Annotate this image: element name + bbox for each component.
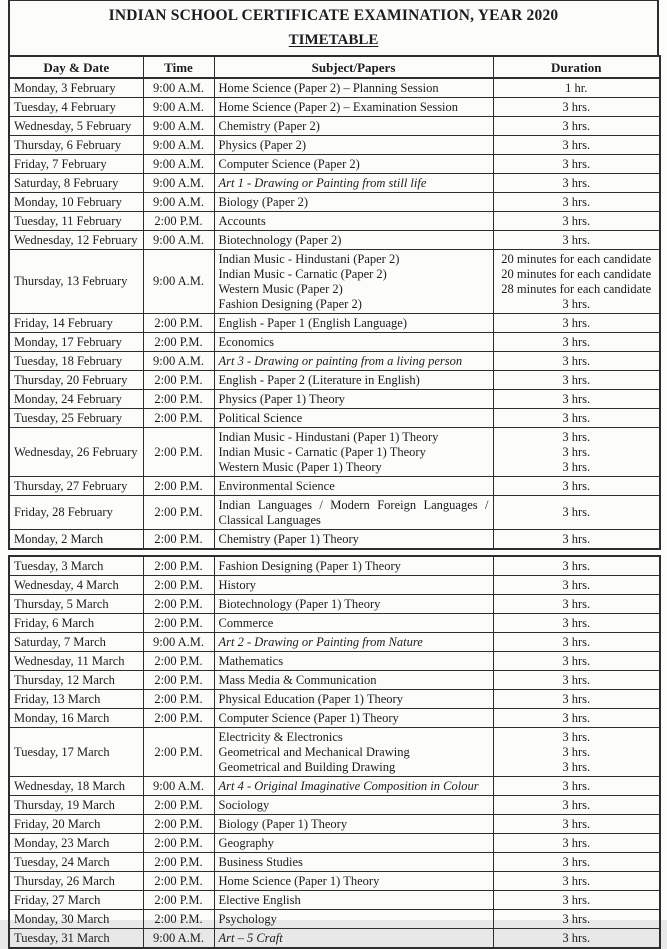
table-row	[9, 390, 660, 409]
duration-cell: 3 hrs.	[493, 777, 660, 796]
date-cell: Monday, 2 March	[9, 530, 143, 550]
subject-cell: Business Studies	[214, 853, 493, 872]
time-cell: 2:00 P.M.	[143, 671, 214, 690]
subject-cell: Home Science (Paper 2) – Planning Session	[214, 78, 493, 98]
duration-cell: 3 hrs.	[493, 117, 660, 136]
document-header	[8, 0, 659, 55]
table-row	[9, 853, 660, 872]
table-row	[9, 174, 660, 193]
table-row	[9, 477, 660, 496]
date-cell: Wednesday, 26 February	[9, 428, 143, 477]
time-cell: 2:00 P.M.	[143, 371, 214, 390]
duration-cell: 3 hrs.	[493, 910, 660, 929]
date-cell: Friday, 6 March	[9, 614, 143, 633]
duration-cell: 3 hrs.	[493, 477, 660, 496]
date-cell: Monday, 3 February	[9, 78, 143, 98]
table-row	[9, 929, 660, 949]
duration-cell: 3 hrs.	[493, 834, 660, 853]
time-cell: 2:00 P.M.	[143, 690, 214, 709]
date-cell: Friday, 13 March	[9, 690, 143, 709]
duration-cell: 3 hrs.	[493, 409, 660, 428]
date-cell: Monday, 30 March	[9, 910, 143, 929]
duration-cell: 3 hrs.	[493, 333, 660, 352]
time-cell: 9:00 A.M.	[143, 136, 214, 155]
duration-cell: 3 hrs.	[493, 314, 660, 333]
date-cell: Tuesday, 31 March	[9, 929, 143, 949]
col-header-subject-papers: Subject/Papers	[214, 56, 493, 78]
subject-cell: Art 1 - Drawing or Painting from still life	[214, 174, 493, 193]
time-cell: 2:00 P.M.	[143, 530, 214, 550]
duration-cell: 3 hrs.	[493, 576, 660, 595]
table-row	[9, 409, 660, 428]
date-cell: Tuesday, 18 February	[9, 352, 143, 371]
date-cell: Thursday, 20 February	[9, 371, 143, 390]
subject-cell: Elective English	[214, 891, 493, 910]
time-cell: 9:00 A.M.	[143, 174, 214, 193]
date-cell: Tuesday, 24 March	[9, 853, 143, 872]
timetable-block-2	[8, 555, 661, 949]
header-row	[9, 56, 660, 78]
document-title: INDIAN SCHOOL CERTIFICATE EXAMINATION, YEAR 2020	[108, 7, 559, 24]
subject-cell: Biology (Paper 1) Theory	[214, 815, 493, 834]
table-row	[9, 872, 660, 891]
table-row	[9, 910, 660, 929]
time-cell: 2:00 P.M.	[143, 872, 214, 891]
subject-cell: Chemistry (Paper 1) Theory	[214, 530, 493, 550]
subject-cell: Political Science	[214, 409, 493, 428]
duration-cell: 3 hrs.	[493, 98, 660, 117]
time-cell: 2:00 P.M.	[143, 556, 214, 576]
subject-cell: Biology (Paper 2)	[214, 193, 493, 212]
duration-cell: 3 hrs.	[493, 155, 660, 174]
time-cell: 2:00 P.M.	[143, 477, 214, 496]
duration-cell: 3 hrs.	[493, 193, 660, 212]
time-cell: 2:00 P.M.	[143, 409, 214, 428]
table-row	[9, 250, 660, 314]
subject-cell: History	[214, 576, 493, 595]
duration-cell: 3 hrs.	[493, 136, 660, 155]
date-cell: Monday, 16 March	[9, 709, 143, 728]
date-cell: Thursday, 6 February	[9, 136, 143, 155]
document-subtitle: TIMETABLE	[288, 32, 379, 48]
duration-cell: 3 hrs.	[493, 872, 660, 891]
duration-cell: 3 hrs.	[493, 633, 660, 652]
time-cell: 2:00 P.M.	[143, 815, 214, 834]
time-cell: 9:00 A.M.	[143, 117, 214, 136]
date-cell: Friday, 7 February	[9, 155, 143, 174]
subject-cell: Art 2 - Drawing or Painting from Nature	[214, 633, 493, 652]
duration-cell: 3 hrs.	[493, 231, 660, 250]
date-cell: Thursday, 27 February	[9, 477, 143, 496]
date-cell: Friday, 14 February	[9, 314, 143, 333]
duration-cell: 3 hrs.	[493, 815, 660, 834]
date-cell: Tuesday, 4 February	[9, 98, 143, 117]
time-cell: 2:00 P.M.	[143, 428, 214, 477]
duration-cell: 3 hrs.	[493, 371, 660, 390]
date-cell: Tuesday, 3 March	[9, 556, 143, 576]
time-cell: 2:00 P.M.	[143, 910, 214, 929]
time-cell: 9:00 A.M.	[143, 98, 214, 117]
duration-cell: 3 hrs. 3 hrs. 3 hrs.	[493, 728, 660, 777]
subject-cell: Psychology	[214, 910, 493, 929]
date-cell: Wednesday, 11 March	[9, 652, 143, 671]
date-cell: Friday, 28 February	[9, 496, 143, 530]
subject-cell: Commerce	[214, 614, 493, 633]
duration-cell: 3 hrs.	[493, 614, 660, 633]
table-row	[9, 231, 660, 250]
duration-cell: 3 hrs.	[493, 853, 660, 872]
duration-cell: 3 hrs.	[493, 891, 660, 910]
duration-cell: 3 hrs.	[493, 929, 660, 949]
time-cell: 9:00 A.M.	[143, 193, 214, 212]
subject-cell: Geography	[214, 834, 493, 853]
subject-cell: Environmental Science	[214, 477, 493, 496]
duration-cell: 3 hrs.	[493, 796, 660, 815]
date-cell: Monday, 24 February	[9, 390, 143, 409]
subject-cell: Economics	[214, 333, 493, 352]
table-row	[9, 815, 660, 834]
table-row	[9, 117, 660, 136]
date-cell: Friday, 27 March	[9, 891, 143, 910]
col-header-time: Time	[143, 56, 214, 78]
date-cell: Tuesday, 17 March	[9, 728, 143, 777]
time-cell: 2:00 P.M.	[143, 853, 214, 872]
duration-cell: 3 hrs.	[493, 174, 660, 193]
table-row	[9, 78, 660, 98]
table-row	[9, 155, 660, 174]
subject-cell: Home Science (Paper 2) – Examination Session	[214, 98, 493, 117]
date-cell: Tuesday, 11 February	[9, 212, 143, 231]
duration-cell: 3 hrs.	[493, 595, 660, 614]
table-row	[9, 690, 660, 709]
table-row	[9, 595, 660, 614]
subject-cell: Biotechnology (Paper 1) Theory	[214, 595, 493, 614]
time-cell: 2:00 P.M.	[143, 891, 214, 910]
table-row	[9, 891, 660, 910]
time-cell: 9:00 A.M.	[143, 250, 214, 314]
duration-cell: 3 hrs.	[493, 352, 660, 371]
table-row	[9, 530, 660, 550]
subject-cell: Biotechnology (Paper 2)	[214, 231, 493, 250]
timetable-block-1	[8, 55, 661, 550]
time-cell: 9:00 A.M.	[143, 929, 214, 949]
date-cell: Wednesday, 5 February	[9, 117, 143, 136]
subject-cell: Art 3 - Drawing or painting from a living person	[214, 352, 493, 371]
time-cell: 2:00 P.M.	[143, 333, 214, 352]
subject-cell: Physical Education (Paper 1) Theory	[214, 690, 493, 709]
date-cell: Thursday, 12 March	[9, 671, 143, 690]
time-cell: 9:00 A.M.	[143, 633, 214, 652]
subject-cell: Computer Science (Paper 2)	[214, 155, 493, 174]
time-cell: 2:00 P.M.	[143, 212, 214, 231]
duration-cell: 3 hrs.	[493, 556, 660, 576]
date-cell: Wednesday, 4 March	[9, 576, 143, 595]
date-cell: Monday, 23 March	[9, 834, 143, 853]
subject-cell: Computer Science (Paper 1) Theory	[214, 709, 493, 728]
subject-cell: Art – 5 Craft	[214, 929, 493, 949]
date-cell: Wednesday, 12 February	[9, 231, 143, 250]
date-cell: Thursday, 19 March	[9, 796, 143, 815]
col-header-duration: Duration	[493, 56, 660, 78]
date-cell: Monday, 10 February	[9, 193, 143, 212]
subject-cell: Indian Music - Hindustani (Paper 1) Theory Indian Music - Carnatic (Paper 1) Theory Western Music (Paper 1) Theory	[214, 428, 493, 477]
duration-cell: 3 hrs.	[493, 212, 660, 231]
date-cell: Thursday, 5 March	[9, 595, 143, 614]
table-row	[9, 652, 660, 671]
table-row	[9, 212, 660, 231]
date-cell: Monday, 17 February	[9, 333, 143, 352]
time-cell: 2:00 P.M.	[143, 595, 214, 614]
table-row	[9, 352, 660, 371]
subject-cell: Sociology	[214, 796, 493, 815]
time-cell: 9:00 A.M.	[143, 78, 214, 98]
date-cell: Thursday, 13 February	[9, 250, 143, 314]
subject-cell: Art 4 - Original Imaginative Composition in Colour	[214, 777, 493, 796]
table-row	[9, 633, 660, 652]
table-row	[9, 728, 660, 777]
table-row	[9, 496, 660, 530]
table-row	[9, 614, 660, 633]
subject-cell: Chemistry (Paper 2)	[214, 117, 493, 136]
table-row	[9, 98, 660, 117]
time-cell: 2:00 P.M.	[143, 614, 214, 633]
subject-cell: Fashion Designing (Paper 1) Theory	[214, 556, 493, 576]
date-cell: Wednesday, 18 March	[9, 777, 143, 796]
table-row	[9, 671, 660, 690]
subject-cell: Accounts	[214, 212, 493, 231]
time-cell: 9:00 A.M.	[143, 777, 214, 796]
duration-cell: 3 hrs.	[493, 709, 660, 728]
duration-cell: 3 hrs. 3 hrs. 3 hrs.	[493, 428, 660, 477]
col-header-day-date: Day & Date	[9, 56, 143, 78]
table-row	[9, 777, 660, 796]
time-cell: 2:00 P.M.	[143, 314, 214, 333]
subject-cell: Indian Languages / Modern Foreign Languages / Classical Languages	[214, 496, 493, 530]
duration-cell: 3 hrs.	[493, 390, 660, 409]
table-row	[9, 333, 660, 352]
subject-cell: Electricity & Electronics Geometrical and Mechanical Drawing Geometrical and Building Drawing	[214, 728, 493, 777]
subject-cell: Physics (Paper 2)	[214, 136, 493, 155]
subject-cell: Mathematics	[214, 652, 493, 671]
duration-cell: 20 minutes for each candidate 20 minutes for each candidate 28 minutes for each candidate 3 hrs.	[493, 250, 660, 314]
table-row	[9, 371, 660, 390]
time-cell: 2:00 P.M.	[143, 709, 214, 728]
table-row	[9, 796, 660, 815]
time-cell: 2:00 P.M.	[143, 796, 214, 815]
duration-cell: 3 hrs.	[493, 530, 660, 550]
subject-cell: Mass Media & Communication	[214, 671, 493, 690]
date-cell: Saturday, 8 February	[9, 174, 143, 193]
duration-cell: 3 hrs.	[493, 496, 660, 530]
table-row	[9, 314, 660, 333]
subject-cell: Physics (Paper 1) Theory	[214, 390, 493, 409]
time-cell: 2:00 P.M.	[143, 834, 214, 853]
date-cell: Tuesday, 25 February	[9, 409, 143, 428]
table-row	[9, 576, 660, 595]
date-cell: Saturday, 7 March	[9, 633, 143, 652]
duration-cell: 3 hrs.	[493, 690, 660, 709]
table-row	[9, 709, 660, 728]
duration-cell: 3 hrs.	[493, 671, 660, 690]
subject-cell: English - Paper 2 (Literature in English)	[214, 371, 493, 390]
time-cell: 2:00 P.M.	[143, 496, 214, 530]
table-row	[9, 193, 660, 212]
date-cell: Thursday, 26 March	[9, 872, 143, 891]
time-cell: 9:00 A.M.	[143, 155, 214, 174]
time-cell: 2:00 P.M.	[143, 390, 214, 409]
duration-cell: 3 hrs.	[493, 652, 660, 671]
table-row	[9, 834, 660, 853]
date-cell: Friday, 20 March	[9, 815, 143, 834]
subject-cell: Indian Music - Hindustani (Paper 2) Indian Music - Carnatic (Paper 2) Western Music (Paper 2) Fashion Designing (Paper 2)	[214, 250, 493, 314]
time-cell: 2:00 P.M.	[143, 728, 214, 777]
table-row	[9, 556, 660, 576]
subject-cell: Home Science (Paper 1) Theory	[214, 872, 493, 891]
subject-cell: English - Paper 1 (English Language)	[214, 314, 493, 333]
time-cell: 2:00 P.M.	[143, 576, 214, 595]
time-cell: 9:00 A.M.	[143, 352, 214, 371]
table-row	[9, 428, 660, 477]
time-cell: 9:00 A.M.	[143, 231, 214, 250]
duration-cell: 1 hr.	[493, 78, 660, 98]
time-cell: 2:00 P.M.	[143, 652, 214, 671]
table-row	[9, 136, 660, 155]
